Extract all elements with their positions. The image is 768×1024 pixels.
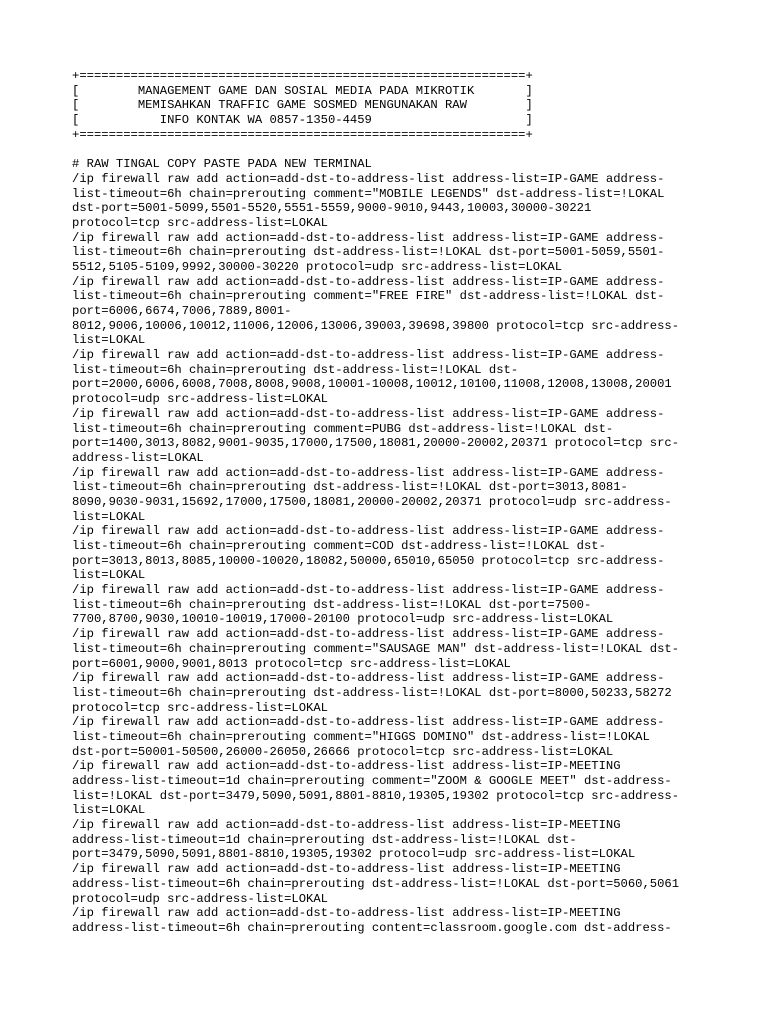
script-line: /ip firewall raw add action=add-dst-to-address-list address-list=IP-GAME address- [72,671,665,686]
script-line: /ip firewall raw add action=add-dst-to-address-list address-list=IP-GAME address- [72,406,665,421]
script-line: port=2000,6006,6008,7008,8008,9008,10001-10008,10012,10100,11008,12008,13008,20001 [72,377,672,392]
script-line: list-timeout=6h chain=prerouting dst-address-list=!LOKAL dst-port=8000,50233,58272 [72,685,672,700]
script-line: 8090,9030-9031,15692,17000,17500,18081,20000-20002,20371 protocol=udp src-address- [72,494,672,509]
banner-border-bottom: +=============================================================+ [72,127,533,142]
script-line: list-timeout=6h chain=prerouting dst-address-list=!LOKAL dst-port=3013,8081- [72,480,628,495]
script-line: address-list=LOKAL [72,450,204,465]
script-line: protocol=tcp src-address-list=LOKAL [72,215,328,230]
script-line: /ip firewall raw add action=add-dst-to-address-list address-list=IP-MEETING [72,862,621,877]
script-line: dst-port=50001-50500,26000-26050,26666 protocol=tcp src-address-list=LOKAL [72,744,614,759]
script-line: port=1400,3013,8082,9001-9035,17000,17500,18081,20000-20002,20371 protocol=tcp src- [72,436,680,451]
script-line: 5512,5105-5109,9992,30000-30220 protocol=udp src-address-list=LOKAL [72,259,563,274]
script-line: address-list-timeout=1d chain=prerouting dst-address-list=!LOKAL dst- [72,832,577,847]
script-line: list-timeout=6h chain=prerouting comment="MOBILE LEGENDS" dst-address-list=!LOKAL [72,186,665,201]
script-line: port=6001,9000,9001,8013 protocol=tcp src-address-list=LOKAL [72,656,511,671]
script-line: /ip firewall raw add action=add-dst-to-address-list address-list=IP-MEETING [72,906,621,921]
banner-subtitle: [ MEMISAHKAN TRAFFIC GAME SOSMED MENGUNAKAN RAW ] [72,98,533,113]
script-line: list=LOKAL [72,568,146,583]
script-line: protocol=udp src-address-list=LOKAL [72,891,328,906]
banner-contact: [ INFO KONTAK WA 0857-1350-4459 ] [72,113,533,128]
script-line: 8012,9006,10006,10012,11006,12006,13006,39003,39698,39800 protocol=tcp src-address- [72,318,680,333]
script-line: /ip firewall raw add action=add-dst-to-address-list address-list=IP-GAME address- [72,715,665,730]
script-line: protocol=tcp src-address-list=LOKAL [72,700,328,715]
blank-line [72,142,712,157]
script-line: list-timeout=6h chain=prerouting dst-address-list=!LOKAL dst-port=7500- [72,597,592,612]
script-line: port=3479,5090,5091,8801-8810,19305,19302 protocol=udp src-address-list=LOKAL [72,847,636,862]
banner-title: [ MANAGEMENT GAME DAN SOSIAL MEDIA PADA MIKROTIK ] [72,83,533,98]
script-line: list-timeout=6h chain=prerouting dst-address-list=!LOKAL dst- [72,362,519,377]
script-line: address-list-timeout=1d chain=prerouting comment="ZOOM & GOOGLE MEET" dst-address- [72,774,672,788]
document-page [72,69,712,936]
script-line: /ip firewall raw add action=add-dst-to-address-list address-list=IP-GAME address- [72,465,665,480]
script-line: list=LOKAL [72,803,146,818]
script-line: port=6006,6674,7006,7889,8001- [72,304,292,318]
script-line: /ip firewall raw add action=add-dst-to-address-list address-list=IP-MEETING [72,818,621,833]
script-line: /ip firewall raw add action=add-dst-to-address-list address-list=IP-GAME address- [72,274,665,289]
title-banner [72,69,712,142]
script-line: address-list-timeout=6h chain=prerouting dst-address-list=!LOKAL dst-port=5060,5061 [72,876,680,891]
script-comment-line: # RAW TINGAL COPY PASTE PADA NEW TERMINAL [72,157,372,172]
script-line: /ip firewall raw add action=add-dst-to-address-list address-list=IP-GAME address- [72,230,665,245]
script-line: list-timeout=6h chain=prerouting comment="HIGGS DOMINO" dst-address-list=!LOKAL [72,729,650,744]
script-line: /ip firewall raw add action=add-dst-to-address-list address-list=IP-GAME address- [72,524,665,539]
script-line: /ip firewall raw add action=add-dst-to-address-list address-list=IP-GAME address- [72,348,665,363]
script-line: list-timeout=6h chain=prerouting dst-address-list=!LOKAL dst-port=5001-5059,5501- [72,245,665,260]
script-line: 7700,8700,9030,10010-10019,17000-20100 protocol=udp src-address-list=LOKAL [72,612,614,627]
script-line: /ip firewall raw add action=add-dst-to-address-list address-list=IP-GAME address- [72,583,665,598]
script-line: list-timeout=6h chain=prerouting comment="FREE FIRE" dst-address-list=!LOKAL dst- [72,289,665,304]
script-line: dst-port=5001-5099,5501-5520,5551-5559,9000-9010,9443,10003,30000-30221 [72,201,592,216]
script-line: address-list-timeout=6h chain=prerouting content=classroom.google.com dst-address- [72,920,672,935]
script-line: protocol=udp src-address-list=LOKAL [72,392,328,407]
script-line: list=LOKAL [72,333,146,348]
script-body [72,157,712,935]
script-line: list=LOKAL [72,509,146,524]
script-line: list-timeout=6h chain=prerouting comment=COD dst-address-list=!LOKAL dst- [72,539,606,553]
script-line: list-timeout=6h chain=prerouting comment=PUBG dst-address-list=!LOKAL dst- [72,421,614,436]
script-line: /ip firewall raw add action=add-dst-to-address-list address-list=IP-GAME address- [72,171,665,186]
banner-border-top: +=============================================================+ [72,69,533,83]
script-line: /ip firewall raw add action=add-dst-to-address-list address-list=IP-MEETING [72,759,621,774]
script-line: port=3013,8013,8085,10000-10020,18082,50000,65010,65050 protocol=tcp src-address- [72,553,665,568]
script-line: list=!LOKAL dst-port=3479,5090,5091,8801-8810,19305,19302 protocol=tcp src-address- [72,788,680,803]
script-line: list-timeout=6h chain=prerouting comment="SAUSAGE MAN" dst-address-list=!LOKAL dst- [72,641,680,656]
script-line: /ip firewall raw add action=add-dst-to-address-list address-list=IP-GAME address- [72,627,665,642]
